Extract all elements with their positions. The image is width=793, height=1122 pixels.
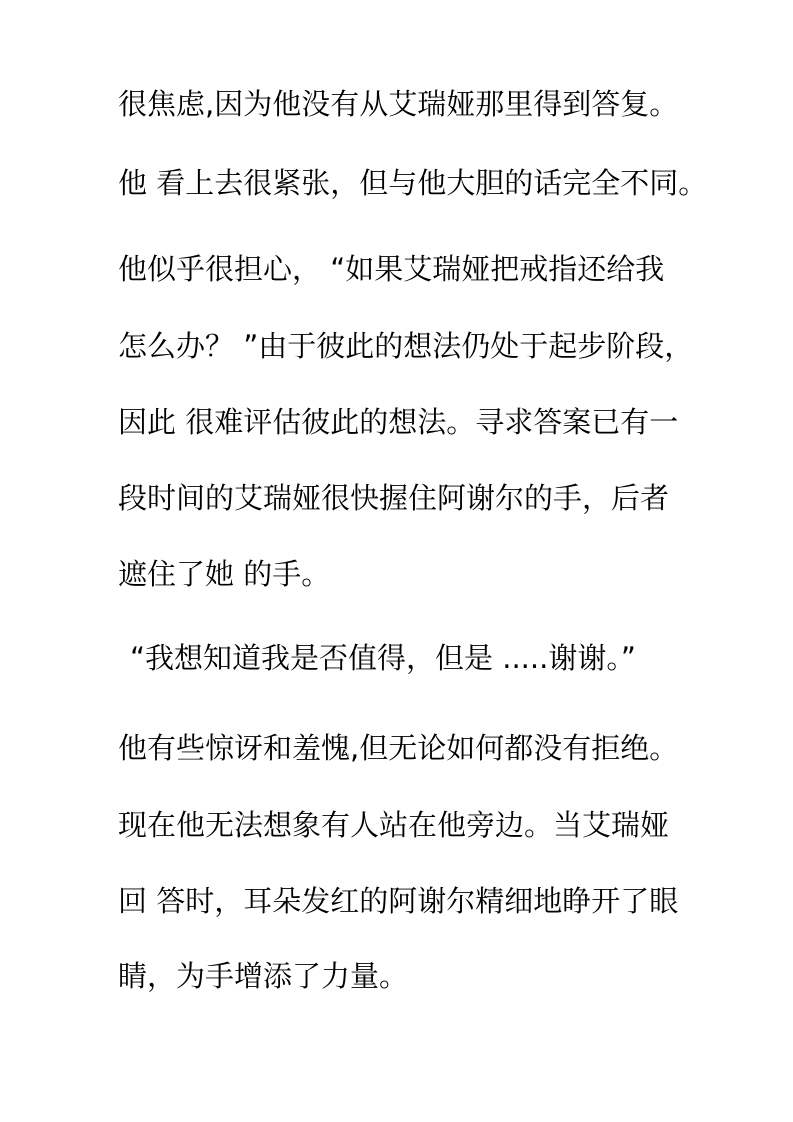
text-line: 怎么办？ ”由于彼此的想法仍处于起步阶段， [118, 329, 694, 363]
text-line: 他似乎很担心， “如果艾瑞娅把戒指还给我 [118, 252, 665, 286]
text-line: 因此 很难评估彼此的想法。寻求答案已有一 [118, 405, 679, 439]
text-line: “我想知道我是否值得，但是 .....谢谢。” [130, 641, 636, 675]
text-line: 他 看上去很紧张，但与他大胆的话完全不同。 [118, 166, 708, 200]
text-line: 他有些惊讶和羞愧,但无论如何都没有拒绝。 [118, 731, 679, 765]
text-line: 回 答时，耳朵发红的阿谢尔精细地睁开了眼 [118, 884, 679, 918]
text-line: 很焦虑,因为他没有从艾瑞娅那里得到答复。 [118, 87, 679, 121]
text-line: 遮住了她 的手。 [118, 557, 331, 591]
text-line: 现在他无法想象有人站在他旁边。当艾瑞娅 [118, 808, 670, 842]
text-line: 睛，为手增添了力量。 [118, 959, 409, 993]
text-line: 段时间的艾瑞娅很快握住阿谢尔的手，后者 [118, 481, 670, 515]
